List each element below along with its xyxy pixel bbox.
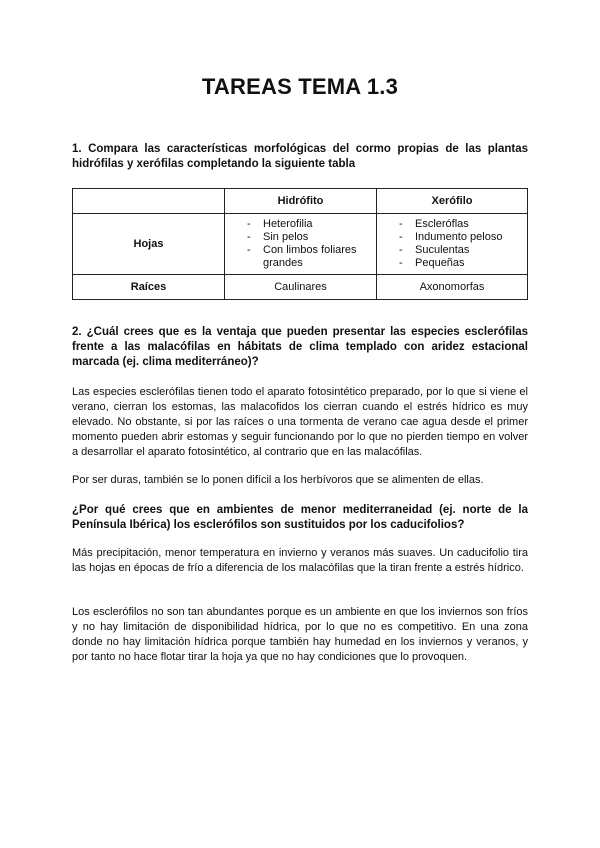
row-label-hojas: Hojas: [73, 214, 225, 275]
xerofilo-leaf-list: [377, 214, 527, 274]
hidrofito-leaf-list: [225, 214, 376, 274]
answer-3-paragraph-1: Más precipitación, menor temperatura en invierno y veranos más suaves. Un caducifolio tira las hojas en épocas de frío a diferencia de los malacófilas que la tiran frente a estrés hídrico.: [72, 547, 528, 574]
answer-3-paragraph-2: Los esclerófilos no son tan abundantes porque es un ambiente en que los inviernos son fríos y no hay limitación de disponibilidad hídrica, por lo que no es competitivo. En una zona donde no hay limitación hídrica porque también hay humedad en los inviernos y veranos, y por tanto no hace flotar tirar la hoja ya que no hay condiciones que lo provoquen.: [72, 606, 528, 663]
table-header-xerofilo: Xerófilo: [377, 189, 528, 214]
table-row: [73, 214, 528, 275]
comparison-table: [72, 188, 528, 300]
list-item: - Sin pelos: [247, 231, 370, 244]
table-row: [73, 275, 528, 300]
page-title: TAREAS TEMA 1.3: [201, 74, 399, 99]
table-header-row: [73, 189, 528, 214]
table-header-empty: [73, 189, 225, 214]
list-item: - Indumento peloso: [399, 231, 521, 244]
row-label-raices: Raíces: [73, 275, 225, 300]
list-item: - Escleróflas: [399, 218, 521, 231]
question-1: 1. Compara las características morfológicas del cormo propias de las plantas hidrófilas y xerófilas completando la siguiente tabla: [72, 143, 528, 170]
cell-raices-hidrofito: Caulinares: [225, 275, 377, 300]
list-item: - Heterofilia: [247, 218, 370, 231]
answer-2-paragraph-2: Por ser duras, también se lo ponen difícil a los herbívoros que se alimenten de ellas.: [72, 474, 484, 486]
cell-raices-xerofilo: Axonomorfas: [377, 275, 528, 300]
table-header-hidrofito: Hidrófito: [225, 189, 377, 214]
cell-hojas-xerofilo: [377, 214, 528, 275]
list-item: - Con limbos foliares grandes: [247, 244, 370, 270]
cell-hojas-hidrofito: [225, 214, 377, 275]
question-3: ¿Por qué crees que en ambientes de menor mediterraneidad (ej. norte de la Península Ibérica) los esclerófilos son sustituidos por los caducifolios?: [72, 504, 528, 531]
question-2: 2. ¿Cuál crees que es la ventaja que pueden presentar las especies esclerófilas frente a las malacófilas en hábitats de clima templado con aridez estacional marcada (ej. clima mediterráneo)?: [72, 326, 528, 368]
list-item: - Suculentas: [399, 244, 521, 257]
list-item: - Pequeñas: [399, 257, 521, 270]
answer-2-paragraph-1: Las especies esclerófilas tienen todo el aparato fotosintético preparado, por lo que si viene el verano, cierran los estomas, las malacofidos los cierran cuando el estrés hídrico es muy elevado. No obstante, si por las raíces o una tormenta de verano cae agua desde el primer momento pueden abrir estomas y seguir funcionando por lo que no pierden tiempo en volver a desarrollar el aparato fotosintético, al contrario que en las malacófilas.: [72, 386, 528, 458]
